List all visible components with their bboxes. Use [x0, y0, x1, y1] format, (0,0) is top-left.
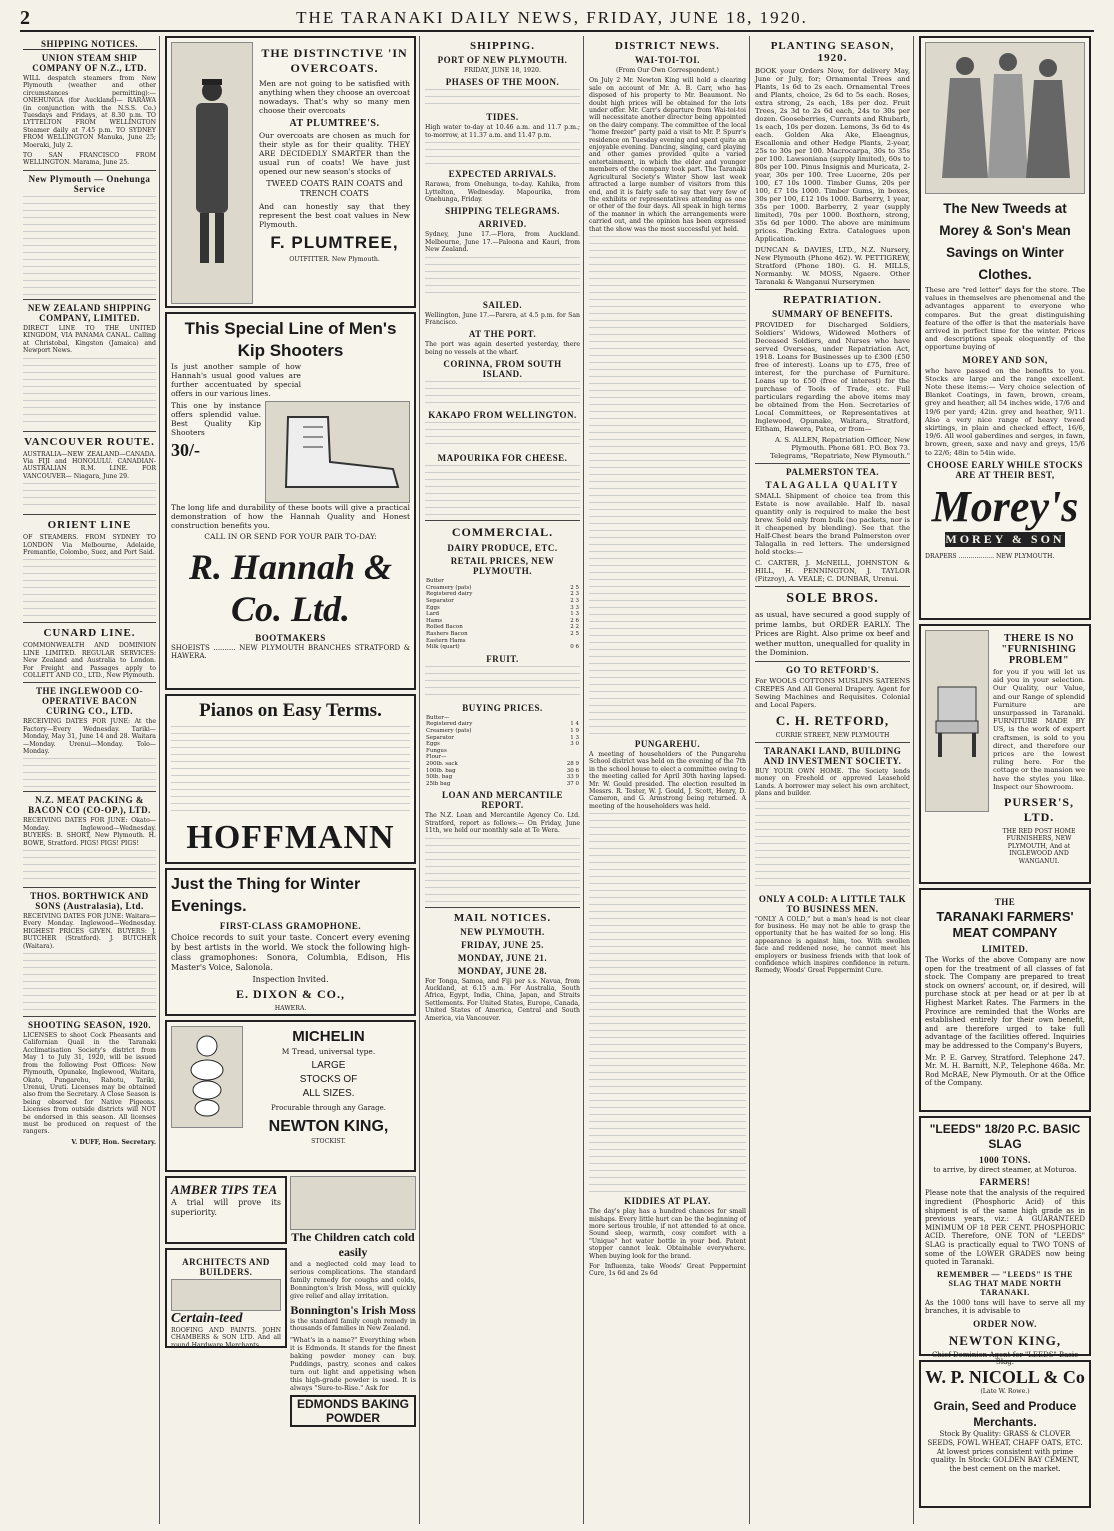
price-value: 28 9 — [566, 760, 579, 767]
price-item: Creamery (pats) — [426, 584, 472, 591]
palmerston-stockists: C. CARTER, J. McNEILL, JOHNSTON & HILL, H. PENNINGTON, J. TAYLOR (Fitzroy), A. VEALE; C. DUNBAR, Urenui. — [755, 559, 910, 583]
tweeds-text2: who have passed on the benefits to you. Stocks are large and the range excellent. Note these items:— Very choice selection of Blanket Coatings, in fawn, brown, cream, grey and heather, all 54 inches wide, 17/6 and 19/6 per yard; 42in. grey and heather, 9/11. Also a very nice range of heavy tweed skirtings, in plain and checked effect, 16/6, 19/6. All wool gaberdines and serges, in fawn, brown, green, saxe and navy and greys, 15/6 to 22/6; 48in to 54in wide. — [925, 366, 1085, 457]
sunrise-text — [425, 142, 580, 166]
morey-band: MOREY & SON — [945, 531, 1065, 546]
loan-text: The N.Z. Loan and Mercantile Agency Co. Ltd. Stratford, report as follows:— On Friday, June 11th, we held our monthly sale at Te Wera. — [425, 812, 580, 835]
amber-tips-ad — [165, 1176, 287, 1244]
price-item: 25lb bag — [426, 780, 451, 787]
furnish-title: THERE IS NO "FURNISHING PROBLEM" — [1001, 633, 1077, 666]
winter-text: Choice records to suit your taste. Concert every evening by best artists in the world. We stock the following high-class gramophones: Sonora, Columbia, Edison, His Master's Voice, Salonola. — [171, 933, 410, 972]
price-item: Flour— — [426, 754, 447, 761]
vancouver-details — [23, 483, 156, 511]
amber-trial: A trial will prove its superiority. — [171, 1198, 281, 1217]
sailed-text: Wellington, June 17.—Parera, at 4.5 p.m. for San Francisco. — [425, 311, 580, 327]
retail-row — [425, 591, 580, 598]
expected-heading: EXPECTED ARRIVALS. — [448, 169, 557, 180]
dixon-name: E. DIXON & CO., — [235, 987, 345, 1002]
waitoi-heading: WAI-TOI-TOI. — [635, 55, 700, 65]
buying-row — [425, 748, 580, 755]
buying-row — [425, 768, 580, 775]
orient-table — [23, 559, 156, 619]
hannah-logo: R. Hannah & Co. Ltd. — [188, 547, 393, 630]
cold-heading: ONLY A COLD: A LITTLE TALK TO BUSINESS MEN. — [758, 893, 907, 914]
commercial-heading: COMMERCIAL. — [451, 525, 554, 540]
overcoats-title: THE DISTINCTIVE 'IN OVERCOATS. — [261, 46, 408, 75]
price-item: Lard — [426, 611, 440, 618]
retail-row — [425, 644, 580, 651]
fruit-text — [425, 666, 580, 700]
retail-row — [425, 618, 580, 625]
sole-text: as usual, have secured a good supply of prime lambs, but ORDER EARLY. The Prices are Right. Also prime ox beef and wether mutton, unequalled for quality in the Dominion. — [755, 610, 910, 657]
furnish-text: for you if you will let us aid you in your selection. Our Quality, our Value, and our Range of splendid Furniture are unsurpassed in Taranaki. FURNITURE MADE BY US, is the work of expert craftsmen, is sold to you direct, and therefore our prices are the lowest ruling here. For the cottage or the mansion we have the styles you like. Inspect our Showroom. — [993, 668, 1085, 791]
tides-text: High water to-day at 10.46 a.m. and 11.7 p.m.; to-morrow, at 11.37 a.m. and 11.47 p.m. — [425, 124, 580, 139]
pursers-name: PURSER'S, LTD. — [1003, 795, 1074, 825]
dixon-gramophone-ad — [165, 868, 416, 1016]
kip-title: This Special Line of Men's Kip Shooters — [184, 319, 397, 360]
retail-row — [425, 598, 580, 605]
retford-address: CURRIE STREET, NEW PLYMOUTH — [775, 731, 890, 739]
sailed-heading: SAILED. — [482, 299, 523, 310]
borthwick-text: RECEIVING DATES FOR JUNE: Waitara—Every Monday. Inglewood—Wednesday. HIGHEST PRICES GIVEN. BUYERS: J. BUTCHER (Stratford). J. BUTCHER (Waitara). — [23, 913, 156, 950]
correspondent: (From Our Own Correspondent.) — [616, 67, 719, 74]
price-value: 1 3 — [570, 734, 579, 741]
sole-heading: SOLE BROS. — [786, 591, 879, 606]
nursery-names: DUNCAN & DAVIES, LTD., N.Z. Nursery, New Plymouth (Phone 462). W. PETTIGREW, Stratford (Phone 180). G. H. MILLS, Normanby. W. MOSS, Ngaere. Other Taranaki & Wanganui Nurserymen — [755, 246, 910, 286]
buying-row — [425, 735, 580, 742]
price-value: 2 6 — [570, 617, 579, 624]
sailing-table — [23, 358, 156, 428]
nzmeat-heading: N.Z. MEAT PACKING & BACON CO (CO-OP.), LTD. — [28, 795, 151, 816]
buying-row — [425, 721, 580, 728]
kiddies-text: The day's play has a hundred chances for small mishaps. Every little hurt can be the beginning of more serious trouble, if not attended to at once. Sound sleep, warmth, cosy comfort with a "Unique" hot water bottle in your bed. Patent stopper cannot leak. Obtainable everywhere. When buying look for the brand. — [589, 1208, 746, 1260]
hannah-sub: BOOTMAKERS — [255, 633, 326, 644]
shooting-heading: SHOOTING SEASON, 1920. — [27, 1020, 152, 1031]
price-item: Eastern Hams — [426, 637, 466, 644]
port-heading: PORT OF NEW PLYMOUTH. — [437, 55, 568, 65]
mail-monday2: MONDAY, JUNE 28. — [457, 965, 548, 976]
buying-prices-table — [425, 715, 580, 788]
buying-row — [425, 754, 580, 761]
hoffmann-logo: HOFFMANN — [186, 819, 395, 856]
farmers-the: THE — [994, 897, 1016, 907]
pianos-title: Pianos on Easy Terms. — [199, 700, 382, 721]
retford-go: GO TO RETFORD'S. — [786, 664, 879, 675]
certainteed-sub: ROOFING AND PAINTS. JOHN CHAMBERS & SON LTD. And all round Hardware Merchants. — [171, 1327, 281, 1349]
price-item: Milk (quart) — [426, 644, 460, 651]
price-value: 30 6 — [566, 767, 579, 774]
land-heading: TARANAKI LAND, BUILDING AND INVESTMENT SOCIETY. — [763, 745, 902, 766]
loan-heading: LOAN AND MERCANTILE REPORT. — [441, 790, 563, 811]
nicoll-late: (Late W. Rowe.) — [980, 1388, 1030, 1395]
winter-title: Just the Thing for Winter Evenings. — [171, 876, 361, 915]
price-item: Rolled Bacon — [426, 624, 463, 631]
masthead — [20, 6, 1094, 32]
buying-row — [425, 781, 580, 788]
section-heading: SHIPPING NOTICES. — [23, 39, 156, 50]
nzs-text: DIRECT LINE TO THE UNITED KINGDOM, VIA PANAMA CANAL. Calling at Christobal, Kingston (Jamaica) and Newport News. — [23, 324, 156, 355]
vancouver-heading: VANCOUVER ROUTE. — [24, 435, 155, 448]
mail-np: NEW PLYMOUTH. — [460, 926, 545, 937]
plumtree-sub: OUTFITTER. New Plymouth. — [289, 256, 380, 263]
palmerston-heading: PALMERSTON TEA. — [785, 467, 880, 477]
price-value — [552, 578, 580, 585]
mapourika-text — [425, 465, 580, 517]
grain-heading: Grain, Seed and Produce Merchants. — [933, 1399, 1077, 1430]
children-illustration — [290, 1176, 416, 1230]
slag-remember: REMEMBER — "LEEDS" IS THE SLAG THAT MADE NORTH TARANAKI. — [937, 1269, 1073, 1297]
price-value — [545, 748, 580, 755]
slag-arrive: to arrive, by direct steamer, at Moturoa. — [933, 1166, 1077, 1174]
planting-heading: PLANTING SEASON, 1920. — [770, 40, 895, 64]
newton-king: NEWTON KING, — [948, 1332, 1062, 1348]
kiddies-heading: KIDDIES AT PLAY. — [624, 1196, 711, 1207]
stockist: STOCKIST. — [311, 1137, 346, 1145]
repat-sub: SUMMARY OF BENEFITS. — [772, 309, 893, 319]
tides-heading: TIDES. — [486, 112, 519, 123]
mail-heading: MAIL NOTICES. — [453, 911, 552, 924]
price-value: 1 9 — [570, 728, 579, 734]
price-item: Butter— — [426, 714, 450, 721]
mail-text: For Tonga, Samoa, and Fiji per s.s. Navua, from Auckland, at 6.15 a.m. For Australia, South Africa, Egypt, India, China, Japan, and Straits Settlements. For United States, Europe, Canada, United States of America, Central and South America, via Vancouver. — [425, 977, 580, 1022]
buying-row — [425, 728, 580, 735]
michelin-man-illustration — [171, 1026, 243, 1128]
price-item: Rashers Bacon — [426, 631, 468, 638]
price-value: 2 5 — [570, 584, 579, 591]
amber-title: AMBER TIPS TEA — [171, 1182, 278, 1197]
hannah-branches: SHOEISTS .......... NEW PLYMOUTH BRANCHES STRATFORD & HAWERA. — [171, 644, 410, 660]
price-value: 0 6 — [570, 644, 579, 651]
slag-title: "LEEDS" 18/20 P.C. BASIC SLAG — [929, 1122, 1081, 1151]
column-shipping-commercial — [422, 36, 584, 1524]
expected-text: Rarawa, from Onehunga, to-day. Kahika, from Lyttelton, Wednesday. Mapourika, from Onehunga, Friday. — [425, 181, 580, 204]
hoffmann-pianos-ad — [165, 694, 416, 864]
waitoi-continued — [589, 236, 746, 736]
slag-farmers: FARMERS! — [979, 1177, 1031, 1188]
vancouver-text: AUSTRALIA—NEW ZEALAND—CANADA. Via FIJI and HONOLULU. CANADIAN-AUSTRALIAN R.M. LINE. FOR VANCOUVER— Niagara, June 29. — [23, 450, 156, 480]
price-value: 2 2 — [570, 624, 579, 631]
district-heading: DISTRICT NEWS. — [615, 40, 720, 52]
pungarehu-continued — [589, 813, 746, 1193]
retail-row — [425, 585, 580, 592]
nzs-heading: NEW ZEALAND SHIPPING COMPANY, LIMITED. — [27, 302, 152, 323]
price-value: 2 3 — [570, 591, 579, 598]
buying-row — [425, 761, 580, 768]
slag-tons: 1000 TONS. — [979, 1155, 1031, 1165]
palmerston-text: SMALL Shipment of choice tea from this Estate is now available. Half lb. nasal quantity only is required to make the best brew. Sold only from bulk (no packets, nor is it cheapened by blending). See that the Half-Chest bears the brand Palmerston over Talagalla in red letters. The undersigned hold stocks:— — [755, 492, 910, 556]
borthwick-heading: THOS. BORTHWICK AND SONS (Australasia), Ltd. — [30, 891, 149, 912]
slag-serve: As the 1000 tons will have to serve all my branches, it is advisable to — [925, 1298, 1085, 1316]
planting-text: BOOK your Orders Now, for delivery May, June or July, for; Ornamental Trees and Plants, 1s 6d to 2s each. Ornamental Trees and Plants, choice, 2s 6d to 5s each. Roses, extra strong, 2s each, 18s per doz. Fruit Trees, 2s 3d to 2s 6d each, 24s to 30s per dozen. Gooseberries, Currants and Rhubarb, 1s each, 10s per dozen. Lemons, 3s 6d to 4s each. Golden Aka Ake, Elaeagnus, Escallonia and other Hedge Plants, 2-year, 25s to 30s per 100. Macrocarpa, 30s to 35s per 100. Lawsoniana (supply limited), 60s to 80s per 100. Pinus Insignis and Muricata, 2-year, 30s per 100. Tree Lucerne, 20s per 100, £7 10s 1000. Timber Gums, 20s per 100, £7 10s 1000. Timber Gums, in boxes, 30s per 100, £12 10s 1000. Barberry, 1 year, 35s per 1000. Barberry, 2 year (supply limited), 70s per 1000. Boxthorn, strong, 35s 6d per 1000. The above are minimum prices. Packing Extra. Catalogues upon Application. — [755, 67, 910, 243]
price-value: 37 0 — [566, 780, 579, 787]
retford-name: C. H. RETFORD, — [775, 712, 890, 728]
phases-heading: PHASES OF THE MOON. — [445, 77, 560, 88]
phases-text — [425, 89, 580, 109]
tweeds-text: These are "red letter" days for the store. The values in themselves are phenomenal and the advantages apparent to everyone who compares. But the great distinguishing feature of the offer is that the materials have arrived in perfect time for the winter. Prices and descriptions speak eloquently of the opportune buying of — [925, 286, 1085, 352]
orient-heading: ORIENT LINE — [47, 519, 132, 532]
pungarehu-text: A meeting of householders of the Pungarehu School district was held on the evening of the 7th in the school house to elect a committee owing to the meeting called for April 30th having lapsed. Mr. W. Gould presided. The election resulted in Messrs. R. Tester, W. J. Gould, J. Scott, Henry, D. Cameron, and G. Armstrong being returned. A meeting of the householders was held. — [589, 750, 746, 810]
corinna-heading: CORINNA, FROM SOUTH ISLAND. — [443, 359, 562, 380]
waitoi-text: On July 2 Mr. Newton King will hold a clearing sale on account of Mr. A. B. Carr, who has disposed of his property to Mr. Beaumont. No doubt high prices will be obtained for the lots under offer. Mr. Carr's departure from Wai-toi-toi will necessitate another director being appointed on the dairy company. The committee of the local "home freezer" party paid a visit to Mr. P. Spurr's residence on Tuesday evening and spent quite an enjoyable evening. Dancing, singing, card playing and other games provided quite a varied entertainment, in which the elder and younger members of the company took part. The Taranaki Agricultural Society's Winter Show last week attracted a large number of visitors from this end, and it is fairly safe to say that very few of the exhibits or representatives attending as one or other of the four days. All speak in high terms of the manner in which the arrangements were carried out, and the opinion has been expressed that the show was the most successful yet held. — [589, 77, 746, 233]
retail-prices-table — [425, 578, 580, 651]
retail-row — [425, 624, 580, 631]
bacon-heading: THE INGLEWOOD CO-OPERATIVE BACON CURING CO., LTD. — [35, 686, 143, 717]
kip-text2: The long life and durability of these boots will give a practical demonstration of how the Hannah Quality and Honest construction benefits you. — [171, 503, 410, 530]
fruit-heading: FRUIT. — [486, 653, 519, 664]
buying-row — [425, 774, 580, 781]
price-value — [552, 638, 580, 645]
bacon-details — [23, 758, 156, 788]
man-in-overcoat-illustration — [171, 42, 253, 304]
order-now: ORDER NOW. — [973, 1318, 1037, 1329]
boot-illustration — [265, 401, 410, 503]
leeds-slag-ad — [919, 1116, 1091, 1367]
mail-monday: MONDAY, JUNE 21. — [457, 952, 548, 963]
building-illustration — [171, 1279, 281, 1311]
nicoll-stock: Stock By Quality: GRASS & CLOVER SEEDS, FOWL WHEAT, CHAFF OATS, ETC. At lowest prices consistent with prime quality. In Stock: GOLDEN BAY CEMENT, the best cement on the market. — [927, 1430, 1083, 1473]
union-text: WILL despatch steamers from New Plymouth (weather and other circumstances permitting):— ONEHUNGA (for Auckland)— RARAWA (in conjunction with the N.S.S. Co.) Tuesdays and Fridays, at 8.30 p.m. TO LYTTELTON FROM WELLINGTON Steamer daily at 7.45 p.m. TO SYDNEY FROM WELLINGTON Manuka, June 25; Moeraki, July 2. — [23, 75, 156, 149]
michelin-title: MICHELIN — [292, 1028, 365, 1045]
kip-call: CALL IN OR SEND FOR YOUR PAIR TO-DAY: — [204, 532, 377, 541]
sf-text: TO SAN FRANCISCO FROM WELLINGTON. Marama, June 25. — [23, 152, 156, 167]
coat-types: TWEED COATS RAIN COATS and TRENCH COATS — [266, 179, 403, 198]
price-item: Separator — [426, 734, 454, 741]
farmers-text: The Works of the above Company are now open for the treatment of all classes of fat stock. The Company are prepared to treat stock on owners' account, or, if desired, will purchase stock at per head or at per lb at Highest Market Rates. The Farmers in the Province are reminded that the Works are established entirely for their own benefit, and are therefore urged to take full advantage of the facilities offered. Inquiries may be addressed to the Company's Buyers, — [925, 956, 1085, 1050]
farmers-meat-ad — [919, 888, 1091, 1112]
farmers-title: TARANAKI FARMERS' MEAT COMPANY — [936, 909, 1074, 940]
slag-agent: Chief Dominion Agent for "LEEDS" Basic Slag. — [931, 1350, 1079, 1367]
price-value: 2 5 — [570, 631, 579, 638]
price-item: Registered dairy — [426, 721, 473, 728]
retail-row — [425, 605, 580, 612]
buying-row — [425, 741, 580, 748]
column-shipping-notices — [20, 36, 160, 1524]
pursers-sub: THE RED POST HOME FURNISHERS, NEW PLYMOUTH, And at INGLEWOOD AND WANGANUI. — [1002, 828, 1076, 865]
price-item: Hams — [426, 617, 443, 624]
union-heading: UNION STEAM SHIP COMPANY OF N.Z., LTD. — [32, 53, 147, 73]
price-item: 200lb. sack — [426, 760, 458, 767]
nicoll-ad — [919, 1360, 1091, 1508]
bonnington-logo: Bonnington's Irish Moss — [290, 1303, 416, 1317]
pursers-ad — [919, 624, 1091, 884]
choose-early: CHOOSE EARLY WHILE STOCKS ARE AT THEIR BEST, — [927, 459, 1083, 480]
retail-row — [425, 611, 580, 618]
procurable: Procurable through any Garage. — [271, 1104, 386, 1113]
retford-text: For WOOLS COTTONS MUSLINS SATEENS CREPES And All General Drapery. Agent for Sewing Machines and Requisites. Colonial and Local Papers. — [755, 676, 910, 709]
farmers-ltd: LIMITED. — [981, 944, 1029, 954]
pungarehu-heading: PUNGAREHU. — [634, 738, 701, 749]
column-district-news — [586, 36, 750, 1524]
overcoats-text2: Our overcoats are chosen as much for their style as for their quality. THEY ARE DECIDEDLY SMARTER than the usual run of coats! We have just opened our new season's stocks of — [259, 131, 410, 176]
repat-sign: A. S. ALLEN, Repatriation Officer, New Plymouth. Phone 681. P.O. Box 73. Telegrams, "Repatriate, New Plymouth." — [770, 436, 910, 460]
retail-row — [425, 578, 580, 585]
land-text: BUY YOUR OWN HOME. The Society lends money on Freehold or approved Leasehold Lands. A borrower may select his own architect, plans and builder. — [755, 767, 910, 798]
buying-row — [425, 715, 580, 722]
plumtree-name: F. PLUMTREE, — [270, 233, 399, 252]
timetable-text — [23, 196, 156, 296]
morey-ad — [919, 36, 1091, 620]
shooting-signature: V. DUFF, Hon. Secretary. — [71, 1138, 156, 1146]
arrived-text: Sydney, June 17.—Flora, from Auckland. Melbourne, June 17.—Paloona and Kauri, from New Zealand. — [425, 231, 580, 254]
price-item: Eggs — [426, 604, 440, 611]
hannah-ad — [165, 312, 416, 690]
kakapo-heading: KAKAPO FROM WELLINGTON. — [428, 410, 577, 421]
price-item: Separator — [426, 598, 454, 605]
dairy-heading: DAIRY PRODUCE, ETC. — [447, 543, 558, 554]
overcoats-text: Men are not going to be satisfied with anything when they choose an overcoat nowadays. That's why so many men choose their overcoats — [259, 79, 410, 115]
children-title: The Children catch cold easily — [291, 1230, 415, 1259]
cunard-heading: CUNARD LINE. — [43, 627, 136, 640]
orient-text: OF STEAMERS. FROM SYDNEY TO LONDON Via Melbourne, Adelaide, Fremantle, Colombo, Suez, and Port Said. — [23, 534, 156, 556]
kip-side-text: This one by instance offers splendid value. Best Quality Kip Shooters — [171, 401, 261, 437]
cunard-text: COMMONWEALTH AND DOMINION LINE LIMITED. REGULAR SERVICES: New Zealand and Australia to London. For Freight and Passages apply to COLLETT AND CO., LTD., New Plymouth. — [23, 642, 156, 679]
nicoll-name: W. P. NICOLL & Co — [925, 1367, 1085, 1387]
shipping-heading: SHIPPING. — [470, 40, 535, 52]
edmonds-logo: EDMONDS BAKING POWDER — [290, 1395, 416, 1427]
chair-illustration — [925, 630, 989, 812]
price-item: Creamery (pats) — [426, 728, 472, 734]
price-item: Fungus — [426, 747, 447, 754]
certainteed-logo: Certain-teed — [171, 1311, 243, 1326]
column-advertisements — [162, 36, 420, 1524]
tweeds-title: The New Tweeds at Morey & Son's Mean Savings on Winter Clothes. — [939, 201, 1071, 282]
plumtree-at: AT PLUMTREE'S. — [289, 118, 380, 129]
fashion-figures-illustration — [925, 42, 1085, 194]
column-notices — [752, 36, 914, 1524]
telegrams-heading: SHIPPING TELEGRAMS. — [445, 206, 560, 217]
retail-row — [425, 631, 580, 638]
certainteed-ad — [165, 1248, 287, 1348]
large-stocks: LARGE STOCKS OF ALL SIZES. — [299, 1060, 358, 1100]
price-item: 50lb. bag — [426, 774, 453, 781]
price-value: 33 9 — [566, 774, 579, 781]
atport-text: The port was again deserted yesterday, there being no vessels at the wharf. — [425, 341, 580, 356]
price-item: Butter — [426, 578, 444, 585]
land-details — [755, 801, 910, 891]
arrived-details — [425, 257, 580, 297]
np-onehunga-heading: New Plymouth — Onehunga Service — [28, 173, 151, 194]
price-value: 3 0 — [570, 741, 579, 748]
kip-price: 30/- — [171, 440, 200, 460]
price-value: 3 3 — [570, 604, 579, 611]
influenza-text: For Influenza, take Woods' Great Peppermint Cure, 1s 6d and 2s 6d — [589, 1263, 746, 1278]
edmonds-text: "What's in a name?" Everything when it is Edmonds. It stands for the finest baking powder money can buy. Puddings, pastry, scones and cakes turn out light and appetising when this high-grade powder is used. It is always "Sure-to-Rise." Ask for — [290, 1335, 416, 1392]
price-item: 100lb. bag — [426, 767, 456, 774]
slag-text: Please note that the analysis of the required ingredient (Phosphoric Acid) of this shipment is of the same high grade as in previous years, viz.: A GUARANTEED MINIMUM OF 18 PER CENT. PHOSPHORIC ACID. Therefore, ONE TON of "LEEDS" SLAG is practically equal to TWO TONS of some of the LOWER GRADES now being quoted in Taranaki. — [925, 1189, 1085, 1267]
price-value — [545, 754, 580, 761]
newspaper-title: THE TARANAKI DAILY NEWS, FRIDAY, JUNE 18, 1920. — [296, 8, 808, 27]
morey-logo: Morey's — [931, 481, 1079, 531]
price-value — [545, 715, 580, 722]
bonnington-text: and a neglected cold may lead to serious complications. The standard family remedy for coughs and colds, Bonnington's Irish Moss, will quickly give relief and allay irritation. — [290, 1260, 416, 1300]
price-item: Eggs — [426, 741, 440, 748]
price-value: 2 3 — [570, 598, 579, 605]
drapers-line: DRAPERS .................. NEW PLYMOUTH. — [925, 552, 1055, 560]
morey-and-son: MOREY AND SON, — [962, 354, 1048, 365]
overcoats-text3: And can honestly say that they represent the best coat values in New Plymouth. — [259, 202, 410, 229]
kakapo-text — [425, 422, 580, 450]
mail-friday: FRIDAY, JUNE 25. — [461, 939, 544, 950]
architects-heading: ARCHITECTS AND BUILDERS. — [182, 1257, 270, 1277]
price-value: 1 3 — [570, 611, 579, 618]
talagalla: TALAGALLA QUALITY — [765, 480, 900, 490]
dixon-town: HAWERA. — [274, 1005, 307, 1013]
bonnington-sub: is the standard family cough remedy in thousands of families in New Zealand. — [290, 1318, 416, 1333]
borthwick-details — [23, 953, 156, 1013]
retail-heading: RETAIL PRICES, NEW PLYMOUTH. — [450, 556, 555, 577]
repat-heading: REPATRIATION. — [783, 294, 882, 306]
price-item: Registered dairy — [426, 591, 473, 598]
atport-heading: AT THE PORT. — [468, 329, 537, 340]
buying-heading: BUYING PRICES. — [462, 702, 543, 713]
page-number: 2 — [20, 6, 30, 29]
michelin-sub: M Tread, universal type. — [281, 1047, 376, 1056]
nzmeat-details — [23, 850, 156, 884]
nzmeat-text: RECEIVING DATES FOR JUNE: Okato—Monday. Inglewood—Wednesday. BUYERS: B. SHORT, New Plymouth. H. BOWE, Stratford. PIGS! PIGS! PIGS! — [23, 817, 156, 847]
column-display-ads — [916, 36, 1094, 1524]
corinna-text — [425, 381, 580, 407]
michelin-ad — [165, 1020, 416, 1172]
mapourika-heading: MAPOURIKA FOR CHEESE. — [437, 453, 568, 464]
pianos-price-table — [171, 726, 410, 816]
bacon-text: RECEIVING DATES FOR JUNE: At the Factory—Every Wednesday. Tariki—Monday, May 31, June 14 and 28. Waitara—Monday. Urenui—Monday. Tolo—Monday. — [23, 718, 156, 755]
plumtree-ad — [165, 36, 416, 308]
kip-text: Is just another sample of how Hannah's usual good values are further accentuated by special offers in our various lines. — [171, 362, 301, 398]
price-value: 1 4 — [570, 721, 579, 728]
repat-text: PROVIDED for Discharged Soldiers, Soldiers' Widows, Widowed Mothers of Deceased Soldiers, and Nurses who have served Overseas, under Repatriation Act, 1918. Loans for Businesses up to £300 (£50 free of interest). Loans up to £75, free of interest, for the purchase of Furniture. Loans up to £50 (free of interest) for the purchase of Tools of Trade, etc. Full particulars regarding the above items may be obtained from the Hon. Secretaries of Local Committees, or Representatives at Inglewood, Opunake, Waitara, Stratford, Eltham, Hawera, Patea, or from— — [755, 321, 910, 433]
cold-text: "ONLY A COLD," but a man's head is not clear for business. He may not be able to grasp the opportunity that he has waited for so long. His appearance is against him, too. With swollen face and reddened nose, he cannot meet his employers or business friends with that look of confidence which inspires confidence in return. Remedy, Woods' Great Peppermint Cure. — [755, 915, 910, 975]
loan-details — [425, 838, 580, 904]
farmers-buyers: Mr. P. E. Garvey, Stratford. Telephone 247. Mr. M. H. Barnitt, N.P., Telephone 468a. Mr. Rod McRAE, New Plymouth. Or at the Office of the Company. — [925, 1053, 1085, 1088]
gramophone-heading: FIRST-CLASS GRAMOPHONE. — [219, 921, 362, 931]
inspection: Inspection Invited. — [252, 975, 329, 984]
arrived-heading: ARRIVED. — [478, 219, 527, 230]
port-date: FRIDAY, JUNE 18, 1920. — [464, 67, 541, 74]
newton-king-name: NEWTON KING, — [268, 1117, 389, 1135]
shooting-text: LICENSES to shoot Cock Pheasants and Californian Quail in the Taranaki Acclimatisation Society's district from May 1 to July 31, 1920, will be issued from the following Post Offices: New Plymouth, Opunake, Inglewood, Waitara, Okato, Pungarehu, Rahotu, Tariki, Urenui, Uruti. Licenses may be obtained also from the Secretary. A Close Season is being observed for Native Pigeons. Licenses from outside districts will NOT be endorsed in this season. All licenses must be produced on request of the rangers. — [23, 1032, 156, 1136]
